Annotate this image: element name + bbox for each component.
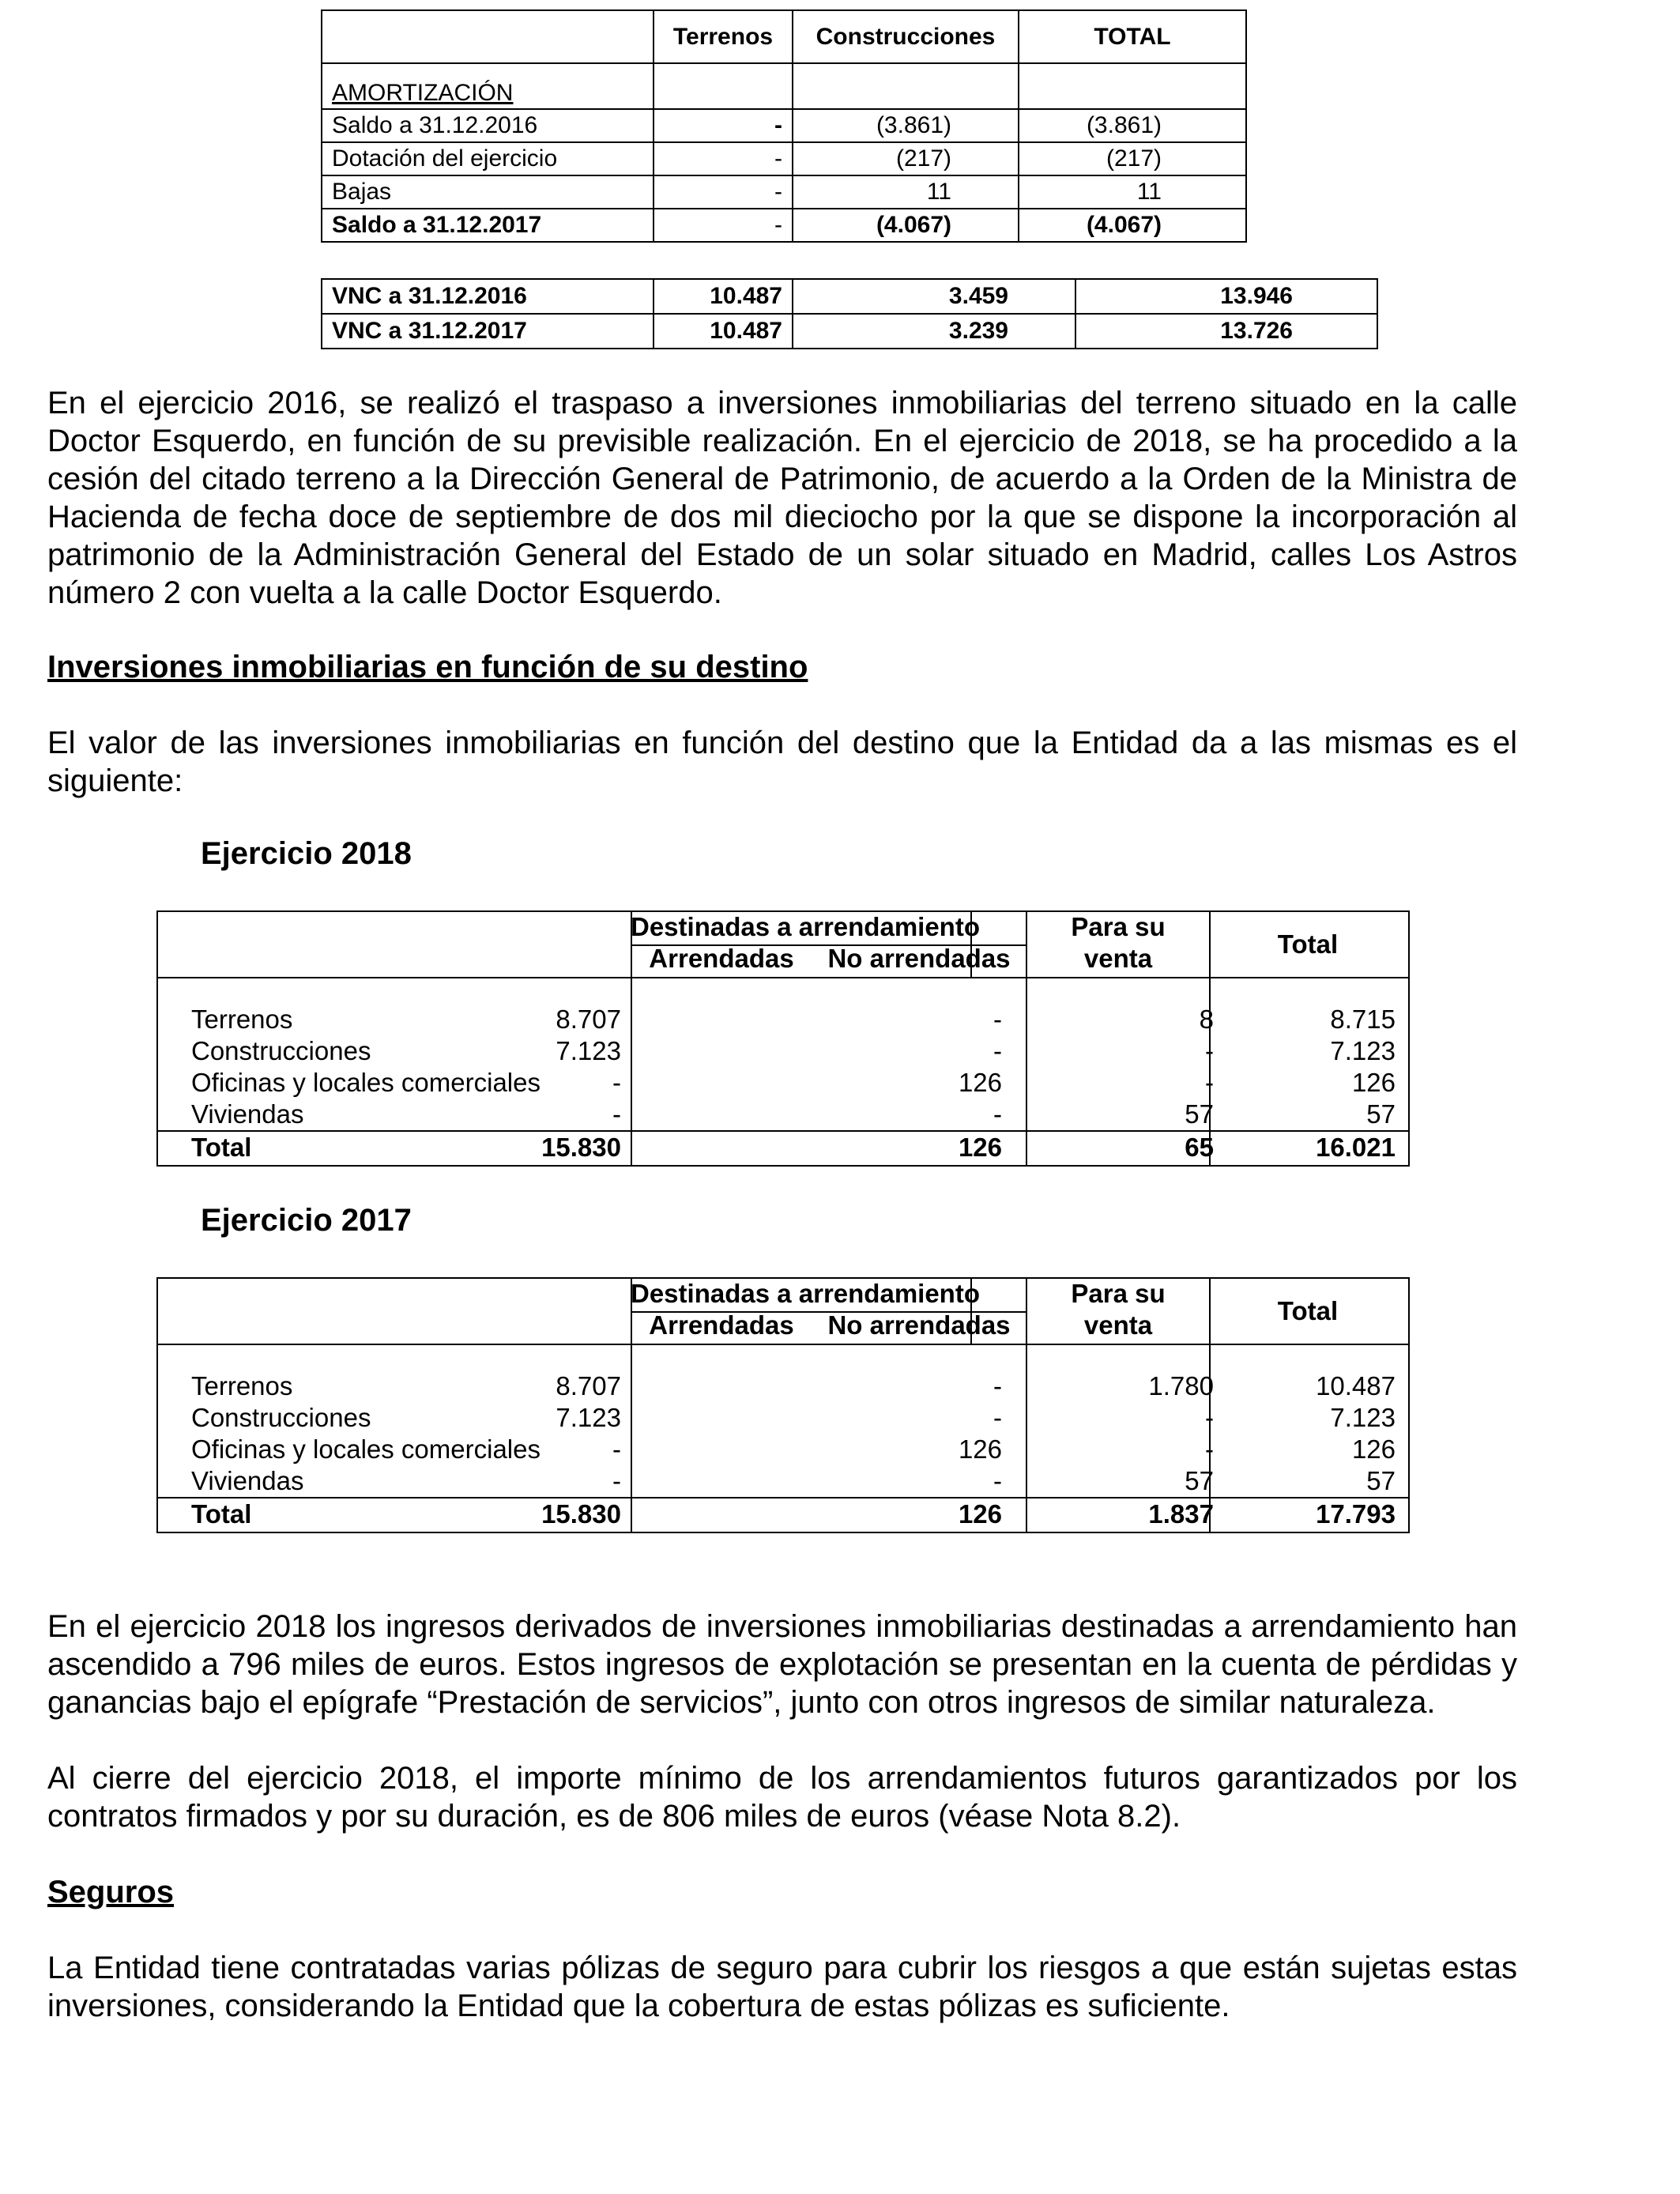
amortization-section-row	[322, 63, 1246, 109]
arrendadas-total: 15.830	[541, 1133, 621, 1162]
no-arrendadas-total: 126	[958, 1499, 1002, 1529]
paragraph-traspaso: En el ejercicio 2016, se realizó el traspaso a inversiones inmobiliarias del terreno situado en la calle Doctor Esquerdo, en función de su previsible realización. En el ejercicio de 2018, se ha procedido a la cesión del citado terreno a la Dirección General de Patrimonio, de acuerdo a la Orden de la Ministra de Hacienda de fecha doce de septiembre de dos mil dieciocho por la que se dispone la incorporación al patrimonio de la Administración General del Estado de un solar situado en Madrid, calles Los Astros número 2 con vuelta a la calle Doctor Esquerdo.	[47, 386, 1517, 610]
terrenos-value: 10.487	[654, 314, 793, 349]
section-label	[322, 63, 654, 109]
venta-value: 8	[1199, 1005, 1214, 1034]
total-value: 57	[1366, 1466, 1396, 1495]
row-label: Saldo a 31.12.2016	[322, 109, 654, 142]
no-arrendadas-value: -	[993, 1371, 1002, 1400]
table-row	[158, 1434, 1408, 1465]
total-value: 10.487	[1316, 1371, 1396, 1400]
table-row	[322, 142, 1246, 175]
amortization-table	[321, 9, 1247, 243]
total-value: (4.067)	[1019, 209, 1246, 242]
construcciones-value: 11	[793, 175, 1019, 209]
table-row	[322, 109, 1246, 142]
header-arrendadas: Arrendadas	[649, 1310, 794, 1340]
total-value: 126	[1351, 1068, 1396, 1097]
table-row	[322, 314, 1377, 349]
no-arrendadas-value: -	[993, 1099, 1002, 1129]
paragraph-arrendamientos-futuros: Al cierre del ejercicio 2018, el importe mínimo de los arrendamientos futuros garantizados por los contratos firmados y por su duración, es de 806 miles de euros (véase Nota 8.2).	[47, 1761, 1517, 1834]
no-arrendadas-value: -	[993, 1005, 1002, 1034]
row-label: VNC a 31.12.2017	[322, 314, 654, 349]
grand-total: 16.021	[1316, 1133, 1396, 1162]
total-label: Total	[191, 1133, 252, 1162]
header-venta: venta	[1083, 944, 1153, 973]
total-value: 57	[1366, 1099, 1396, 1129]
header-no-arrendadas: No arrendadas	[827, 944, 1011, 973]
header-arrendadas: Arrendadas	[649, 944, 794, 973]
empty-cell	[793, 63, 1019, 109]
venta-total: 1.837	[1148, 1499, 1214, 1529]
paragraph-ingresos: En el ejercicio 2018 los ingresos derivados de inversiones inmobiliarias destinadas a arrendamiento han ascendido a 796 miles de euros. Estos ingresos de explotación se presentan en la cuenta de pérdidas y ganancias bajo el epígrafe “Prestación de servicios”, junto con otros ingresos de similar naturaleza.	[47, 1609, 1517, 1720]
paragraph-valor: El valor de las inversiones inmobiliarias en función del destino que la Entidad da a las mismas es el siguiente:	[47, 726, 1517, 798]
venta-value: 57	[1185, 1466, 1214, 1495]
total-value: 13.946	[1075, 279, 1377, 314]
header-total: TOTAL	[1019, 10, 1246, 63]
venta-total: 65	[1185, 1133, 1214, 1162]
row-label: Viviendas	[191, 1099, 304, 1129]
row-label: Viviendas	[191, 1466, 304, 1495]
vnc-table	[321, 278, 1378, 349]
grand-total: 17.793	[1316, 1499, 1396, 1529]
header-para-su: Para su	[1071, 912, 1166, 941]
table-header	[158, 912, 1408, 978]
row-label: Saldo a 31.12.2017	[322, 209, 654, 242]
terrenos-value: -	[654, 142, 793, 175]
total-label: Total	[191, 1499, 252, 1529]
total-value: 7.123	[1330, 1036, 1396, 1065]
no-arrendadas-value: 126	[958, 1068, 1002, 1097]
construcciones-value: 3.239	[793, 314, 1075, 349]
no-arrendadas-value: 126	[958, 1434, 1002, 1464]
arrendadas-value: -	[612, 1099, 621, 1129]
venta-value: -	[1205, 1068, 1214, 1097]
row-label: Dotación del ejercicio	[322, 142, 654, 175]
amortizacion-label: AMORTIZACIÓN	[332, 80, 514, 106]
no-arrendadas-value: -	[993, 1403, 1002, 1432]
arrendadas-total: 15.830	[541, 1499, 621, 1529]
ejercicio-2018-title: Ejercicio 2018	[201, 836, 412, 871]
arrendadas-value: -	[612, 1434, 621, 1464]
header-venta: venta	[1083, 1310, 1153, 1340]
arrendadas-value: 7.123	[556, 1403, 621, 1432]
empty-cell	[654, 63, 793, 109]
header-no-arrendadas: No arrendadas	[827, 1310, 1011, 1340]
arrendadas-value: -	[612, 1466, 621, 1495]
paragraph-seguros: La Entidad tiene contratadas varias pólizas de seguro para cubrir los riesgos a que están sujetas estas inversiones, considerando la Entidad que la cobertura de estas pólizas es suficiente.	[47, 1951, 1517, 2023]
table-row	[158, 1465, 1408, 1497]
table-row	[322, 279, 1377, 314]
arrendadas-value: 7.123	[556, 1036, 621, 1065]
row-label: Construcciones	[191, 1403, 371, 1432]
header-construcciones: Construcciones	[793, 10, 1019, 63]
total-value: (3.861)	[1019, 109, 1246, 142]
table-row	[158, 1004, 1408, 1035]
header-cell-empty	[322, 10, 654, 63]
total-value: 126	[1351, 1434, 1396, 1464]
row-label: Oficinas y locales comerciales	[191, 1434, 541, 1464]
no-arrendadas-total: 126	[958, 1133, 1002, 1162]
table-row	[158, 1402, 1408, 1434]
arrendadas-value: 8.707	[556, 1005, 621, 1034]
row-label: Bajas	[322, 175, 654, 209]
construcciones-value: (3.861)	[793, 109, 1019, 142]
total-value: 11	[1019, 175, 1246, 209]
total-value: (217)	[1019, 142, 1246, 175]
header-total: Total	[1277, 1296, 1339, 1325]
table-row	[322, 175, 1246, 209]
table-row	[158, 1035, 1408, 1067]
total-value: 7.123	[1330, 1403, 1396, 1432]
venta-value: -	[1205, 1403, 1214, 1432]
total-row	[158, 1498, 1408, 1530]
ejercicio-2017-table	[156, 1277, 1410, 1533]
row-label: Oficinas y locales comerciales	[191, 1068, 541, 1097]
construcciones-value: (217)	[793, 142, 1019, 175]
table-header	[158, 1279, 1408, 1345]
total-row	[158, 1132, 1408, 1163]
header-total: Total	[1277, 929, 1339, 959]
header-destinadas: Destinadas a arrendamiento	[631, 912, 980, 941]
heading-destino: Inversiones inmobiliarias en función de su destino	[47, 650, 808, 684]
terrenos-value: 10.487	[654, 279, 793, 314]
table-row	[158, 1370, 1408, 1402]
header-destinadas: Destinadas a arrendamiento	[631, 1279, 980, 1308]
header-terrenos: Terrenos	[654, 10, 793, 63]
terrenos-value: -	[654, 209, 793, 242]
venta-value: 57	[1185, 1099, 1214, 1129]
table-row	[322, 209, 1246, 242]
amortization-header-row	[322, 10, 1246, 63]
arrendadas-value: 8.707	[556, 1371, 621, 1400]
empty-cell	[1019, 63, 1246, 109]
terrenos-value: -	[654, 109, 793, 142]
table-row	[158, 1067, 1408, 1099]
ejercicio-2018-table	[156, 910, 1410, 1167]
arrendadas-value: -	[612, 1068, 621, 1097]
total-value: 8.715	[1330, 1005, 1396, 1034]
header-para-su: Para su	[1071, 1279, 1166, 1308]
no-arrendadas-value: -	[993, 1036, 1002, 1065]
construcciones-value: 3.459	[793, 279, 1075, 314]
venta-value: -	[1205, 1036, 1214, 1065]
total-value: 13.726	[1075, 314, 1377, 349]
venta-value: -	[1205, 1434, 1214, 1464]
row-label: Terrenos	[191, 1005, 293, 1034]
terrenos-value: -	[654, 175, 793, 209]
construcciones-value: (4.067)	[793, 209, 1019, 242]
no-arrendadas-value: -	[993, 1466, 1002, 1495]
row-label: Terrenos	[191, 1371, 293, 1400]
heading-seguros: Seguros	[47, 1875, 175, 1909]
row-label: VNC a 31.12.2016	[322, 279, 654, 314]
table-row	[158, 1099, 1408, 1130]
ejercicio-2017-title: Ejercicio 2017	[201, 1203, 412, 1238]
venta-value: 1.780	[1148, 1371, 1214, 1400]
row-label: Construcciones	[191, 1036, 371, 1065]
